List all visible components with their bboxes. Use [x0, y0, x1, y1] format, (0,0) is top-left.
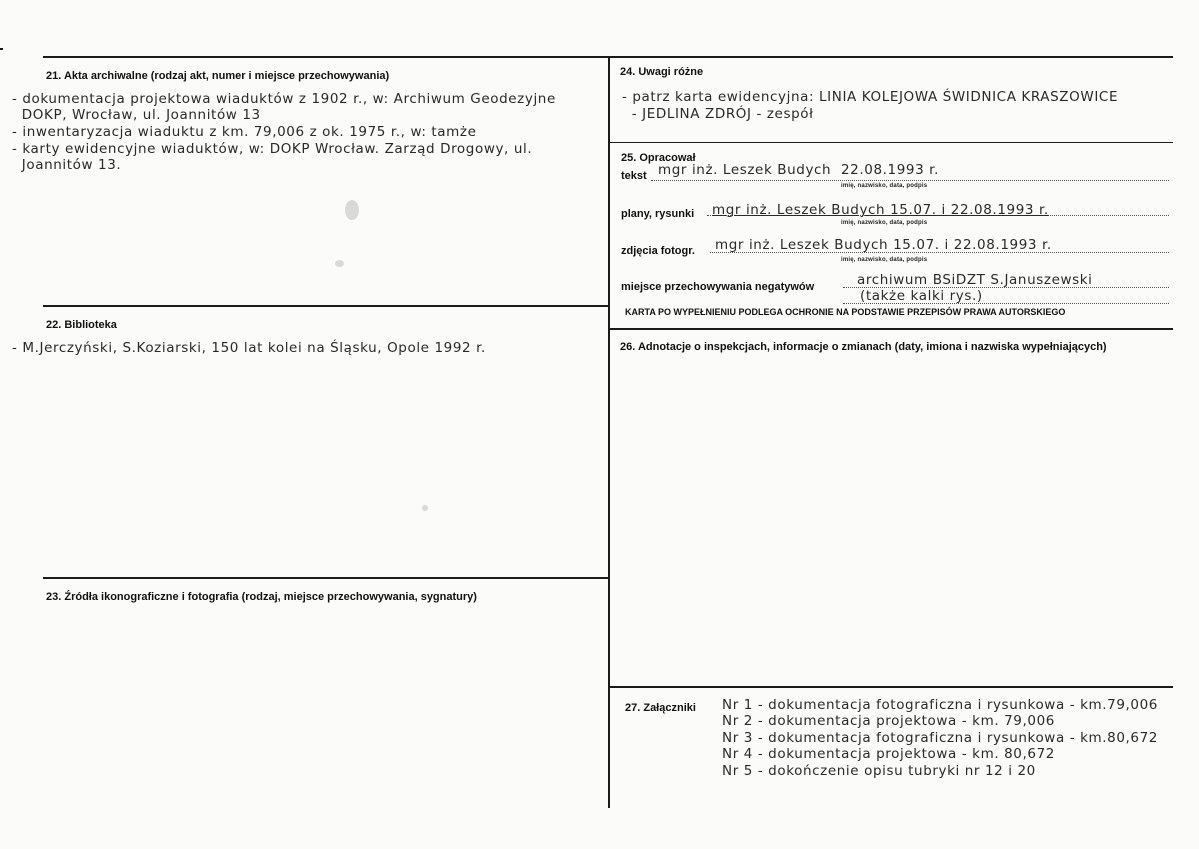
- miejsce-value-2: (także kalki rys.): [860, 288, 983, 304]
- section-21-line-5: Joannitów 13.: [12, 157, 122, 173]
- section-24-line-2: - JEDLINA ZDRÓJ - zespół: [622, 106, 814, 122]
- section-22-heading: 22. Biblioteka: [46, 319, 117, 331]
- zdjecia-label: zdjęcia fotogr.: [621, 245, 695, 257]
- section-22-line-1: - M.Jerczyński, S.Koziarski, 150 lat kolei na Śląsku, Opole 1992 r.: [12, 340, 486, 356]
- tekst-caption: imię, nazwisko, data, podpis: [841, 183, 928, 189]
- section-23-heading: 23. Źródła ikonograficzne i fotografia (rodzaj, miejsce przechowywania, sygnatury): [46, 591, 477, 603]
- section-25-heading: 25. Opracował: [621, 152, 696, 164]
- section-21-heading: 21. Akta archiwalne (rodzaj akt, numer i miejsce przechowywania): [46, 70, 390, 82]
- zdjecia-caption: imię, nazwisko, data, podpis: [841, 257, 928, 263]
- attachment-item-2: Nr 2 - dokumentacja projektowa - km. 79,006: [722, 713, 1055, 729]
- attachment-item-5: Nr 5 - dokończenie opisu tubryki nr 12 i 20: [722, 763, 1036, 779]
- tekst-label: tekst: [621, 170, 647, 182]
- section-26-heading: 26. Adnotacje o inspekcjach, informacje o zmianach (daty, imiona i nazwiska wypełniających): [620, 341, 1107, 353]
- paper-speck: [335, 260, 344, 267]
- miejsce-label: miejsce przechowywania negatywów: [621, 281, 815, 293]
- rule-21-22: [43, 305, 609, 307]
- attachment-item-1: Nr 1 - dokumentacja fotograficzna i rysunkowa - km.79,006: [722, 697, 1158, 713]
- paper-speck: [345, 200, 359, 220]
- miejsce-dotted-line-2: [843, 303, 1169, 304]
- section-24-line-1: - patrz karta ewidencyjna: LINIA KOLEJOWA ŚWIDNICA KRASZOWICE: [622, 89, 1119, 105]
- plany-label: plany, rysunki: [621, 208, 695, 220]
- copyright-notice: KARTA PO WYPEŁNIENIU PODLEGA OCHRONIE NA PODSTAWIE PRZEPISÓW PRAWA AUTORSKIEGO: [625, 307, 1066, 317]
- section-21-line-2: DOKP, Wrocław, ul. Joannitów 13: [12, 107, 261, 123]
- left-edge-mark: [0, 48, 3, 50]
- rule-22-23: [43, 577, 609, 579]
- paper-speck: [422, 505, 428, 511]
- rule-26-27: [609, 686, 1173, 688]
- tekst-dotted-line: [651, 180, 1169, 181]
- section-24-heading: 24. Uwagi różne: [620, 66, 704, 78]
- miejsce-value-1: archiwum BSiDZT S.Januszewski: [857, 272, 1093, 288]
- center-vertical-rule: [608, 56, 610, 808]
- plany-value: mgr inż. Leszek Budych 15.07. i 22.08.1993 r.: [712, 202, 1049, 218]
- section-21-line-1: - dokumentacja projektowa wiaduktów z 1902 r., w: Archiwum Geodezyjne: [12, 91, 556, 107]
- zdjecia-value: mgr inż. Leszek Budych 15.07. i 22.08.1993 r.: [715, 237, 1052, 253]
- attachment-item-4: Nr 4 - dokumentacja projektowa - km. 80,672: [722, 746, 1055, 762]
- attachment-item-3: Nr 3 - dokumentacja fotograficzna i rysunkowa - km.80,672: [722, 730, 1158, 746]
- tekst-value: mgr inż. Leszek Budych 22.08.1993 r.: [658, 162, 939, 178]
- rule-25-26: [609, 328, 1173, 330]
- plany-caption: imię, nazwisko, data, podpis: [841, 220, 928, 226]
- section-21-line-4: - karty ewidencyjne wiaduktów, w: DOKP Wrocław. Zarząd Drogowy, ul.: [12, 141, 533, 157]
- section-21-line-3: - inwentaryzacja wiaduktu z km. 79,006 z ok. 1975 r., w: tamże: [12, 124, 477, 140]
- rule-24-25: [609, 142, 1173, 143]
- section-27-heading: 27. Załączniki: [625, 702, 696, 714]
